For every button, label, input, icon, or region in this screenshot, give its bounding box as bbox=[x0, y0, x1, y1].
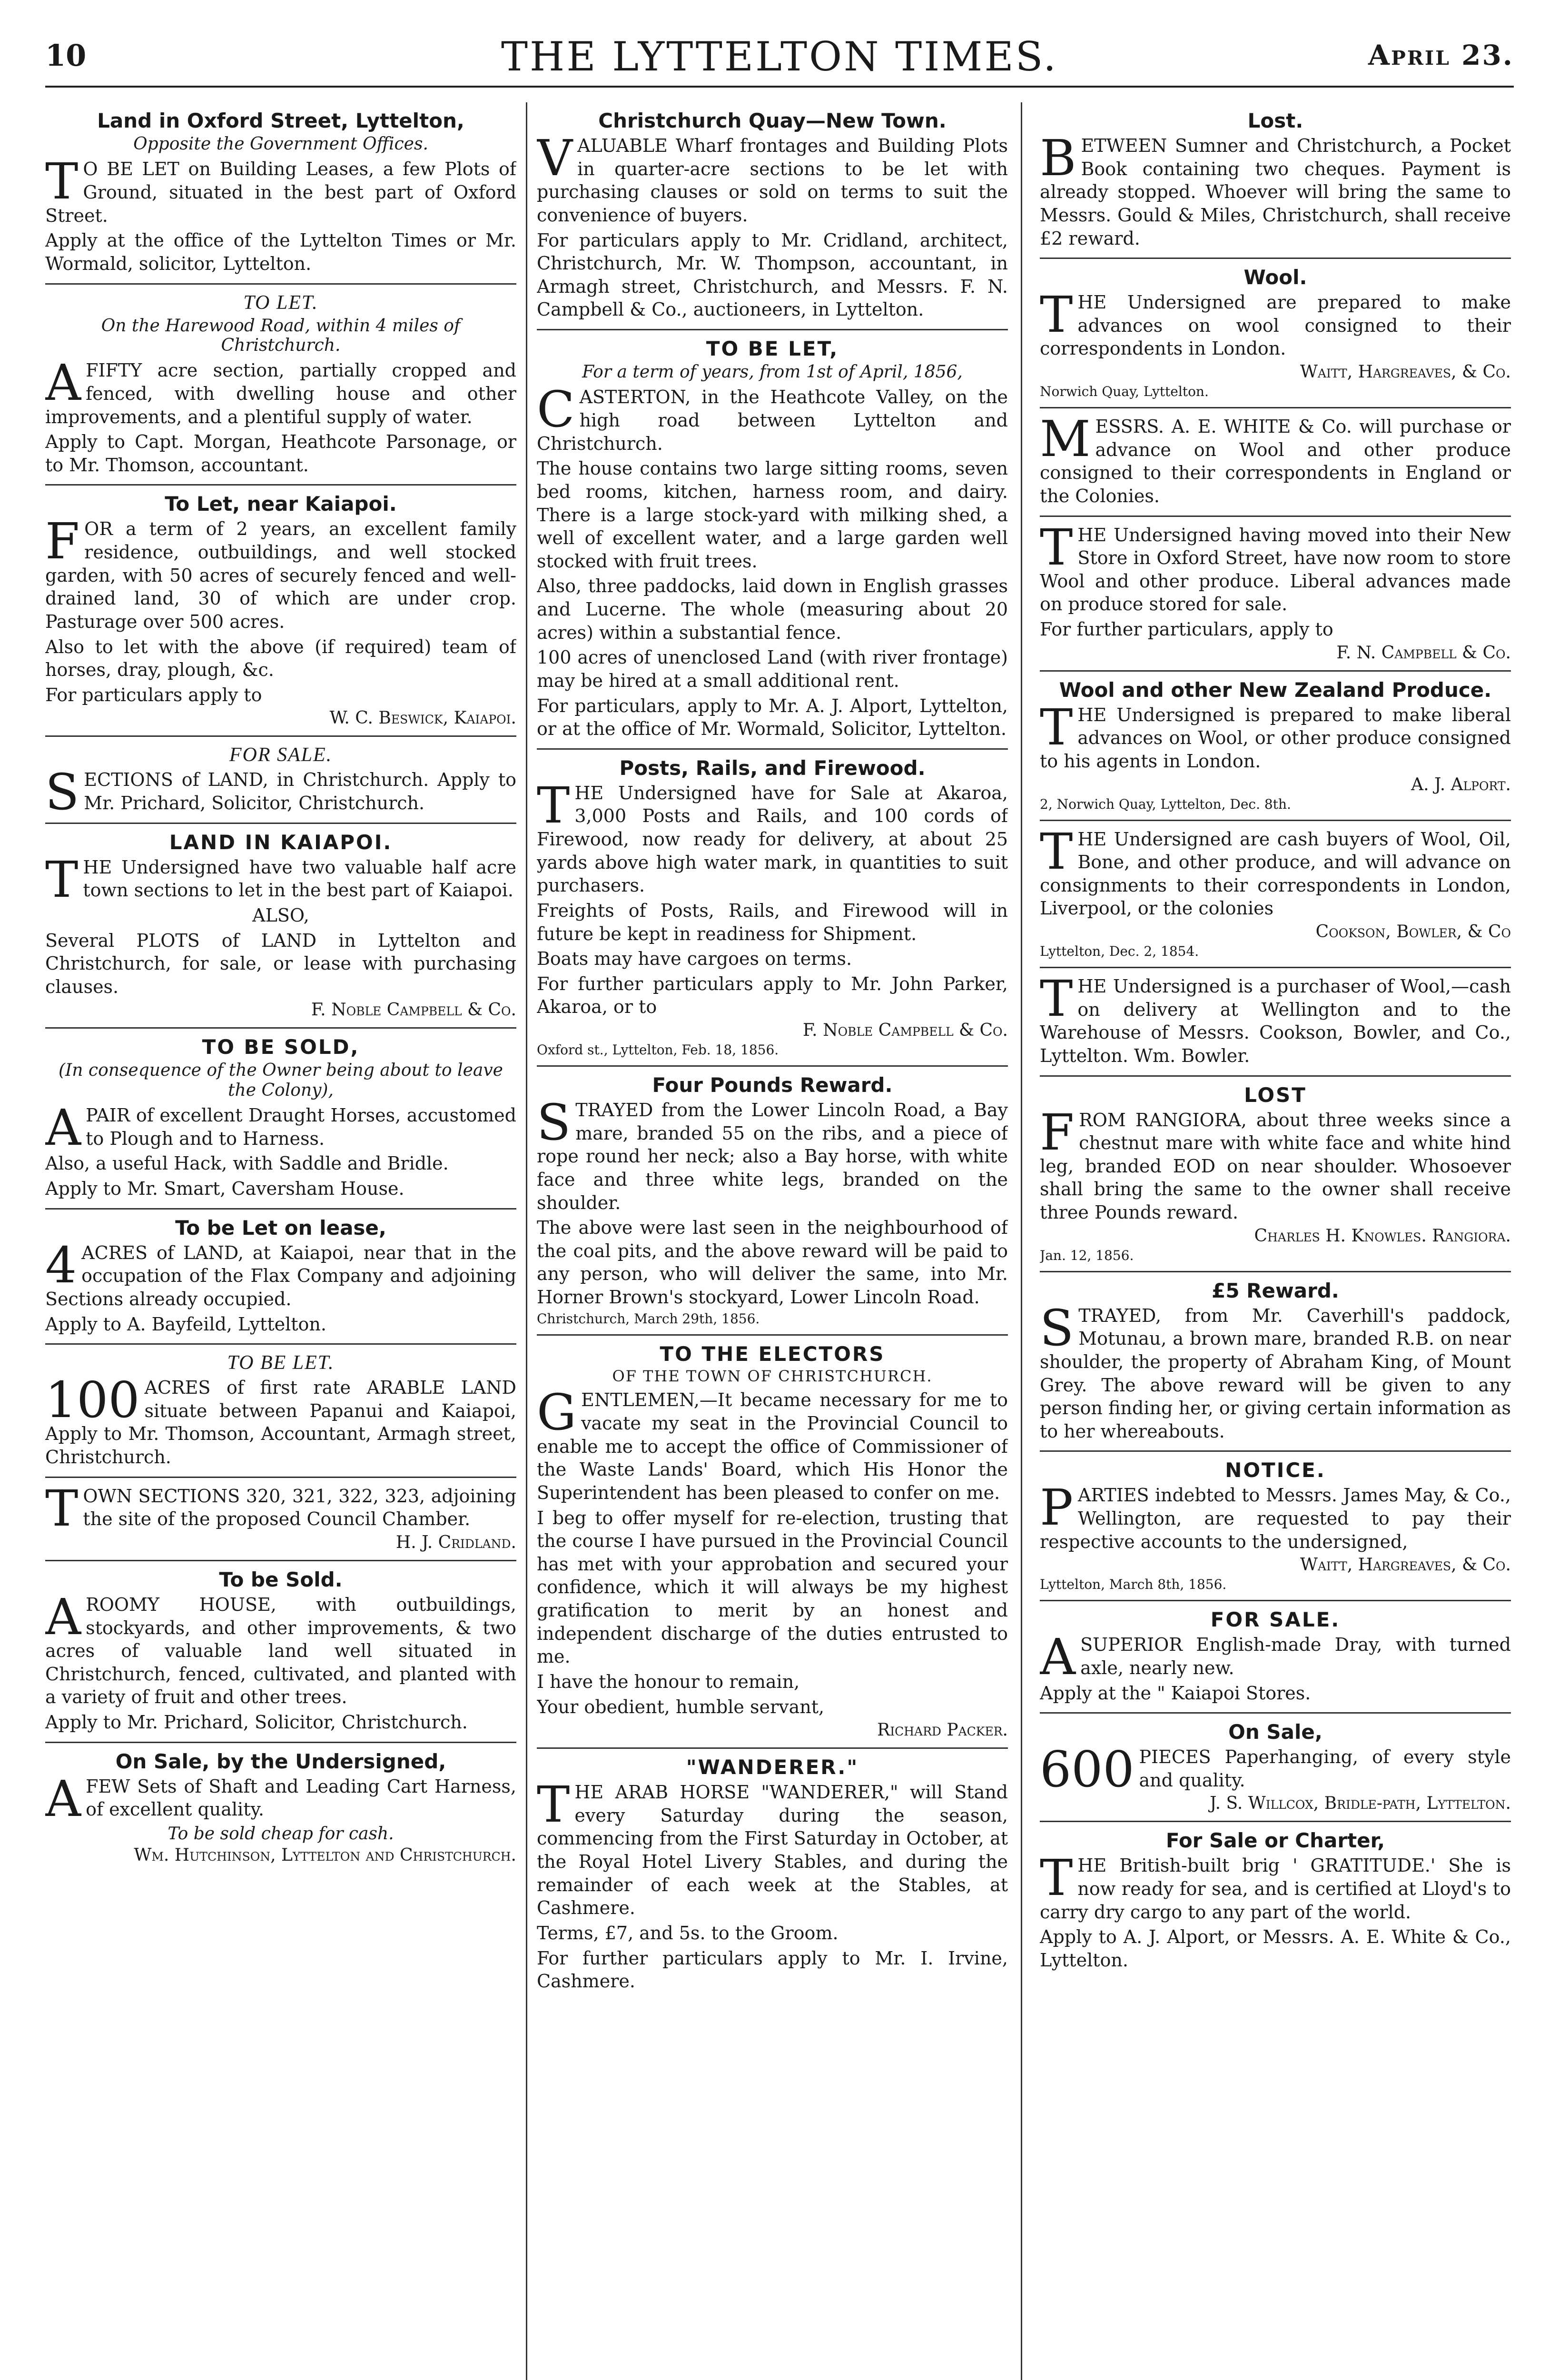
ad-signature: J. S. Willcox, Bridle-path, Lyttelton. bbox=[1209, 1794, 1511, 1814]
ad-paragraph: THE Undersigned is a purchaser of Wool,—cash on delivery at Wellington and to the Warehouse of Messrs. Cookson, Bowler, and Co., Lyttelton. Wm. Bowler. bbox=[1040, 970, 1511, 1066]
ad-paragraph: The house contains two large sitting rooms, seven bed rooms, kitchen, harness room, and dairy. There is a large stock-yard with milking shed, a well of excellent water, and a large garden well stocked with fruit trees. bbox=[537, 458, 1008, 572]
ad-paragraph: Apply to A. J. Alport, or Messrs. A. E. White & Co., Lyttelton. bbox=[1040, 1926, 1511, 1971]
drop-cap: A bbox=[45, 1769, 81, 1828]
ad-signature: Waitt, Hargreaves, & Co. bbox=[1300, 362, 1511, 382]
advertisement bbox=[537, 1749, 1008, 2001]
drop-cap: B bbox=[1040, 129, 1076, 187]
drop-cap: T bbox=[45, 152, 79, 211]
ad-paragraph: ALSO, bbox=[252, 904, 309, 926]
ad-heading: On Sale, by the Undersigned, bbox=[115, 1749, 446, 1773]
ad-heading: On Sale, bbox=[1228, 1720, 1322, 1744]
ad-paragraph: THE Undersigned have for Sale at Akaroa, 3,000 Posts and Rails, and 100 cords of Firewood, now ready for delivery, at about 25 yards above high water mark, in quantities to suit purchasers. bbox=[537, 776, 1008, 896]
column-divider bbox=[526, 102, 527, 2380]
advertisement bbox=[45, 1478, 516, 1561]
ad-paragraph: A FIFTY acre section, partially cropped and fenced, with dwelling house and other improvements, and a plentiful supply of water. bbox=[45, 354, 516, 427]
ad-paragraph: MESSRS. A. E. WHITE & Co. will purchase or advance on Wool and other produce consigned to their correspondents in England or the Colonies. bbox=[1040, 410, 1511, 506]
advertisement bbox=[1040, 1077, 1511, 1272]
column-1 bbox=[45, 102, 516, 2380]
drop-cap: M bbox=[1040, 410, 1091, 468]
ad-paragraph: Boats may have cargoes on terms. bbox=[537, 948, 852, 970]
ad-paragraph: THE ARAB HORSE "WANDERER," will Stand every Saturday during the season, commencing from the First Saturday in October, at the Royal Hotel Livery Stables, and during the remainder of each week at the Stables, at Cashmere. bbox=[537, 1775, 1008, 1919]
ad-signature: Wm. Hutchinson, Lyttelton and Christchurch. bbox=[134, 1845, 516, 1865]
ad-signature: Richard Packer. bbox=[877, 1720, 1008, 1740]
ad-paragraph: For further particulars apply to Mr. John Parker, Akaroa, or to bbox=[537, 973, 1008, 1018]
ad-heading: To be Let on lease, bbox=[175, 1216, 386, 1240]
ad-paragraph: Also, three paddocks, laid down in English grasses and Lucerne. The whole (measuring about 20 acres) within a substantial fence. bbox=[537, 575, 1008, 643]
ad-paragraph: THE Undersigned is prepared to make liberal advances on Wool, or other produce consigned to his agents in London. bbox=[1040, 698, 1511, 772]
ad-subheading: Opposite the Government Offices. bbox=[133, 134, 428, 154]
drop-cap: P bbox=[1040, 1478, 1073, 1537]
ad-heading: NOTICE. bbox=[1225, 1458, 1326, 1482]
ad-heading: Posts, Rails, and Firewood. bbox=[619, 756, 926, 780]
ad-heading: £5 Reward. bbox=[1212, 1279, 1339, 1302]
drop-cap: 4 bbox=[45, 1236, 77, 1294]
advertisement bbox=[45, 285, 516, 486]
ad-paragraph: Apply to Mr. Prichard, Solicitor, Christchurch. bbox=[45, 1712, 468, 1733]
ad-heading: TO BE SOLD, bbox=[202, 1035, 360, 1059]
ad-heading: TO THE ELECTORS bbox=[660, 1342, 885, 1366]
ad-paragraph: The above were last seen in the neighbourhood of the coal pits, and the above reward will be paid to any person, who will deliver the same, into Mr. Horner Brown's stockyard, Lower Lincoln Road. bbox=[537, 1217, 1008, 1308]
ad-paragraph: A ROOMY HOUSE, with outbuildings, stockyards, and other improvements, & two acres of valuable land well situated in Christchurch, fenced, cultivated, and planted with a variety of fruit and other trees. bbox=[45, 1587, 516, 1708]
ad-paragraph: For further particulars, apply to bbox=[1040, 619, 1333, 640]
ad-paragraph: Also, a useful Hack, with Saddle and Bridle. bbox=[45, 1153, 449, 1174]
ad-heading: TO BE LET. bbox=[227, 1352, 335, 1374]
column-2 bbox=[537, 102, 1008, 2380]
ad-subheading: For a term of years, from 1st of April, 1856, bbox=[582, 362, 963, 382]
ad-paragraph: Freights of Posts, Rails, and Firewood will in future be kept in readiness for Shipment. bbox=[537, 900, 1008, 944]
ad-dateline: 2, Norwich Quay, Lyttelton, Dec. 8th. bbox=[1040, 796, 1291, 812]
advertisement bbox=[1040, 672, 1511, 821]
ad-paragraph: For particulars apply to Mr. Cridland, architect, Christchurch, Mr. W. Thompson, accountant, in Armagh street, Christchurch, and Messrs. F. N. Campbell & Co., auctioneers, in Lyttelton. bbox=[537, 229, 1008, 320]
drop-cap: G bbox=[537, 1383, 577, 1442]
ad-heading: Land in Oxford Street, Lyttelton, bbox=[97, 109, 464, 132]
ad-paragraph: Terms, £7, and 5s. to the Groom. bbox=[537, 1922, 839, 1944]
ad-paragraph: FOR a term of 2 years, an excellent family residence, outbuildings, and well stocked garden, with 50 acres of securely fenced and well-drained land, 30 of which are under crop. Pasturage over 500 acres. bbox=[45, 512, 516, 632]
ad-paragraph: Apply at the office of the Lyttelton Times or Mr. Wormald, solicitor, Lyttelton. bbox=[45, 230, 516, 274]
ad-paragraph: SECTIONS of LAND, in Christchurch. Apply to Mr. Prichard, Solicitor, Christchurch. bbox=[45, 763, 516, 822]
ad-heading: To be Sold. bbox=[219, 1567, 343, 1591]
drop-cap: S bbox=[1040, 1299, 1074, 1357]
ad-signature: W. C. Beswick, Kaiapoi. bbox=[329, 708, 516, 728]
ad-dateline: Oxford st., Lyttelton, Feb. 18, 1856. bbox=[537, 1042, 779, 1058]
advertisement bbox=[1040, 821, 1511, 969]
ad-paragraph: THE Undersigned have two valuable half acre town sections to let in the best part of Kaiapoi. bbox=[45, 850, 516, 909]
advertisement bbox=[1040, 102, 1511, 259]
ad-paragraph: A PAIR of excellent Draught Horses, accustomed to Plough and to Harness. bbox=[45, 1099, 516, 1157]
drop-cap: T bbox=[1040, 518, 1073, 576]
ad-paragraph: For particulars apply to bbox=[45, 684, 262, 705]
ad-dateline: Jan. 12, 1856. bbox=[1040, 1247, 1134, 1263]
drop-cap: F bbox=[1040, 1103, 1075, 1161]
newspaper-title: THE LYTTELTON TIMES. bbox=[501, 33, 1058, 80]
ad-paragraph: 4 ACRES of LAND, at Kaiapoi, near that in the occupation of the Flax Company and adjoining Sections already occupied. bbox=[45, 1236, 516, 1309]
ad-signature: Cookson, Bowler, & Co bbox=[1315, 922, 1511, 942]
ad-paragraph: VALUABLE Wharf frontages and Building Plots in quarter-acre sections to be let with purchasing clauses or sold on terms to suit the convenience of buyers. bbox=[537, 129, 1008, 226]
ad-paragraph: 100 acres of unenclosed Land (with river frontage) may be hired at a small additional rent. bbox=[537, 647, 1008, 691]
ad-dateline: Christchurch, March 29th, 1856. bbox=[537, 1310, 760, 1327]
ad-paragraph: A SUPERIOR English-made Dray, with turned axle, nearly new. bbox=[1040, 1628, 1511, 1686]
drop-cap: 600 bbox=[1040, 1740, 1135, 1799]
advertisement bbox=[1040, 1452, 1511, 1601]
drop-cap: A bbox=[45, 1099, 81, 1157]
advertisement bbox=[1040, 259, 1511, 408]
ad-heading: "WANDERER." bbox=[686, 1755, 859, 1779]
advertisement bbox=[1040, 1601, 1511, 1714]
ad-signature: A. J. Alport. bbox=[1411, 774, 1511, 794]
ad-heading: Lost. bbox=[1247, 109, 1303, 132]
ad-subheading: On the Harewood Road, within 4 miles of Christchurch. bbox=[101, 316, 461, 355]
advertisement bbox=[45, 737, 516, 823]
advertisement bbox=[45, 102, 516, 285]
ad-dateline: Norwich Quay, Lyttelton. bbox=[1040, 384, 1209, 399]
advertisement bbox=[1040, 1822, 1511, 1979]
advertisement bbox=[537, 330, 1008, 750]
drop-cap: T bbox=[1040, 822, 1073, 881]
drop-cap: T bbox=[537, 776, 570, 834]
ad-paragraph: Several PLOTS of LAND in Lyttelton and Christchurch, for sale, or lease with purchasing clauses. bbox=[45, 930, 516, 997]
advertisement bbox=[45, 824, 516, 1029]
ad-paragraph: THE Undersigned having moved into their New Store in Oxford Street, have now room to store Wool and other produce. Liberal advances made on produce stored for sale. bbox=[1040, 518, 1511, 615]
ad-paragraph: THE Undersigned are cash buyers of Wool, Oil, Bone, and other produce, and will advance on consignments to their correspondents in London, Liverpool, or the colonies bbox=[1040, 822, 1511, 919]
drop-cap: S bbox=[45, 763, 79, 822]
ad-note: To be sold cheap for cash. bbox=[168, 1824, 394, 1844]
ad-heading: FOR SALE. bbox=[1210, 1608, 1341, 1632]
ad-paragraph: TOWN SECTIONS 320, 321, 322, 323, adjoining the site of the proposed Council Chamber. bbox=[45, 1479, 516, 1537]
ad-subheading: (In consequence of the Owner being about to leave the Colony), bbox=[59, 1061, 503, 1100]
ad-paragraph: THE Undersigned are prepared to make advances on wool consigned to their correspondents in London. bbox=[1040, 286, 1511, 359]
drop-cap: A bbox=[45, 1587, 81, 1646]
ad-heading: For Sale or Charter, bbox=[1165, 1829, 1385, 1853]
drop-cap: T bbox=[45, 1479, 79, 1537]
ad-heading: LOST bbox=[1244, 1083, 1307, 1107]
ad-paragraph: I have the honour to remain, bbox=[537, 1671, 800, 1692]
advertisement bbox=[45, 486, 516, 737]
ad-heading: Four Pounds Reward. bbox=[652, 1073, 893, 1097]
ad-paragraph: For particulars, apply to Mr. A. J. Alport, Lyttelton, or at the office of Mr. Wormald, Solicitor, Lyttelton. bbox=[537, 695, 1008, 740]
ad-paragraph: PARTIES indebted to Messrs. James May, & Co., Wellington, are requested to pay their respective accounts to the undersigned, bbox=[1040, 1478, 1511, 1552]
advertisement bbox=[45, 1345, 516, 1478]
ad-heading: Wool and other New Zealand Produce. bbox=[1059, 678, 1492, 702]
advertisement bbox=[537, 1336, 1008, 1749]
drop-cap: T bbox=[45, 850, 79, 909]
drop-cap: F bbox=[45, 512, 80, 571]
drop-cap: T bbox=[1040, 698, 1073, 756]
masthead bbox=[45, 33, 1514, 88]
drop-cap: T bbox=[1040, 1849, 1073, 1907]
advertisement bbox=[1040, 408, 1511, 517]
ad-signature: F. Noble Campbell & Co. bbox=[802, 1021, 1008, 1041]
ad-paragraph: STRAYED, from Mr. Caverhill's paddock, Motunau, a brown mare, branded R.B. on near shoulder, the property of Abraham King, of Mount Grey. The above reward will be given to any person finding her, or giving certain information as to her whereabouts. bbox=[1040, 1299, 1511, 1442]
ad-paragraph: T O BE LET on Building Leases, a few Plots of Ground, situated in the best part of Oxford Street. bbox=[45, 152, 516, 226]
ad-paragraph: Also to let with the above (if required) team of horses, dray, plough, &c. bbox=[45, 636, 516, 681]
ad-paragraph: Apply to A. Bayfeild, Lyttelton. bbox=[45, 1313, 326, 1335]
ad-heading: TO BE LET, bbox=[706, 337, 839, 360]
column-3 bbox=[1040, 102, 1511, 2380]
ad-heading: Wool. bbox=[1243, 266, 1307, 289]
advertisement bbox=[45, 1561, 516, 1743]
ad-paragraph: FROM RANGIORA, about three weeks since a chestnut mare with white face and white hind leg, branded EOD on near shoulder. Whosoever shall bring the same to the owner shall receive three Pounds reward. bbox=[1040, 1103, 1511, 1223]
ad-paragraph: Apply to Mr. Smart, Caversham House. bbox=[45, 1178, 405, 1200]
ad-heading: FOR SALE. bbox=[229, 744, 333, 766]
advertisement bbox=[1040, 1714, 1511, 1822]
ad-paragraph: Apply to Capt. Morgan, Heathcote Parsonage, or to Mr. Thomson, accountant. bbox=[45, 431, 516, 476]
advertisement bbox=[45, 1029, 516, 1209]
ad-subheading: OF THE TOWN OF CHRISTCHURCH. bbox=[612, 1367, 933, 1385]
advertisement bbox=[1040, 517, 1511, 672]
ad-heading: TO LET. bbox=[243, 291, 318, 314]
ad-dateline: Lyttelton, Dec. 2, 1854. bbox=[1040, 943, 1199, 959]
ad-heading: To Let, near Kaiapoi. bbox=[165, 492, 397, 516]
ad-signature: F. Noble Campbell & Co. bbox=[311, 1000, 516, 1020]
ad-paragraph: GENTLEMEN,—It became necessary for me to vacate my seat in the Provincial Council to enable me to accept the office of Commissioner of the Waste Lands' Board, which His Honor the Superintendent has been pleased to confer on me. bbox=[537, 1383, 1008, 1503]
drop-cap: C bbox=[537, 380, 575, 439]
ad-paragraph: 600 PIECES Paperhanging, of every style and quality. bbox=[1040, 1740, 1511, 1799]
drop-cap: 100 bbox=[45, 1371, 140, 1429]
issue-date: April 23. bbox=[1368, 39, 1514, 71]
column-divider bbox=[1021, 102, 1022, 2380]
ad-paragraph: Apply at the " Kaiapoi Stores. bbox=[1040, 1682, 1311, 1704]
ad-paragraph: For further particulars apply to Mr. I. Irvine, Cashmere. bbox=[537, 1947, 1008, 1992]
advertisement bbox=[45, 1210, 516, 1345]
ad-heading: Christchurch Quay—New Town. bbox=[598, 109, 947, 132]
ad-signature: Waitt, Hargreaves, & Co. bbox=[1300, 1555, 1511, 1575]
ad-heading: LAND IN KAIAPOI. bbox=[169, 830, 393, 854]
ad-paragraph: BETWEEN Sumner and Christchurch, a Pocket Book containing two cheques. Payment is already stopped. Whoever will bring the same to Messrs. Gould & Miles, Christchurch, shall receive £2 reward. bbox=[1040, 129, 1511, 249]
ad-signature: F. N. Campbell & Co. bbox=[1336, 643, 1511, 663]
advertisement bbox=[537, 750, 1008, 1067]
ad-signature: H. J. Cridland. bbox=[395, 1532, 516, 1552]
page-number: 10 bbox=[45, 38, 87, 73]
advertisement bbox=[1040, 968, 1511, 1077]
ad-signature: Charles H. Knowles. Rangiora. bbox=[1254, 1226, 1511, 1246]
ad-paragraph: I beg to offer myself for re-election, trusting that the course I have pursued in the Provincial Council has met with your approbation and secured your confidence, which it will always be my highest gratification to merit by an honest and independent discharge of the duties entrusted to me. bbox=[537, 1507, 1008, 1667]
advertisement bbox=[45, 1743, 516, 1873]
drop-cap: T bbox=[1040, 970, 1073, 1028]
ad-paragraph: Your obedient, humble servant, bbox=[537, 1696, 825, 1717]
ad-paragraph: 100 ACRES of first rate ARABLE LAND situate between Papanui and Kaiapoi, Apply to Mr. Thomson, Accountant, Armagh street, Christchurch. bbox=[45, 1371, 516, 1468]
drop-cap: A bbox=[1040, 1628, 1076, 1686]
drop-cap: T bbox=[1040, 286, 1073, 344]
drop-cap: T bbox=[537, 1775, 570, 1834]
advertisement bbox=[537, 102, 1008, 330]
ad-dateline: Lyttelton, March 8th, 1856. bbox=[1040, 1577, 1227, 1593]
ad-paragraph: STRAYED from the Lower Lincoln Road, a Bay mare, branded 55 on the ribs, and a piece of rope round her neck; also a Bay horse, with white face and three white legs, branded on the shoulder. bbox=[537, 1093, 1008, 1213]
ad-paragraph: CASTERTON, in the Heathcote Valley, on the high road between Lyttelton and Christchurch. bbox=[537, 380, 1008, 454]
drop-cap: A bbox=[45, 354, 81, 412]
drop-cap: V bbox=[537, 129, 573, 187]
drop-cap: S bbox=[537, 1093, 571, 1152]
advertisement bbox=[1040, 1272, 1511, 1452]
advertisement bbox=[537, 1067, 1008, 1336]
ad-paragraph: A FEW Sets of Shaft and Leading Cart Harness, of excellent quality. bbox=[45, 1769, 516, 1828]
ad-paragraph: THE British-built brig ' GRATITUDE.' She is now ready for sea, and is certified at Lloyd's to carry dry cargo to any part of the world. bbox=[1040, 1849, 1511, 1923]
